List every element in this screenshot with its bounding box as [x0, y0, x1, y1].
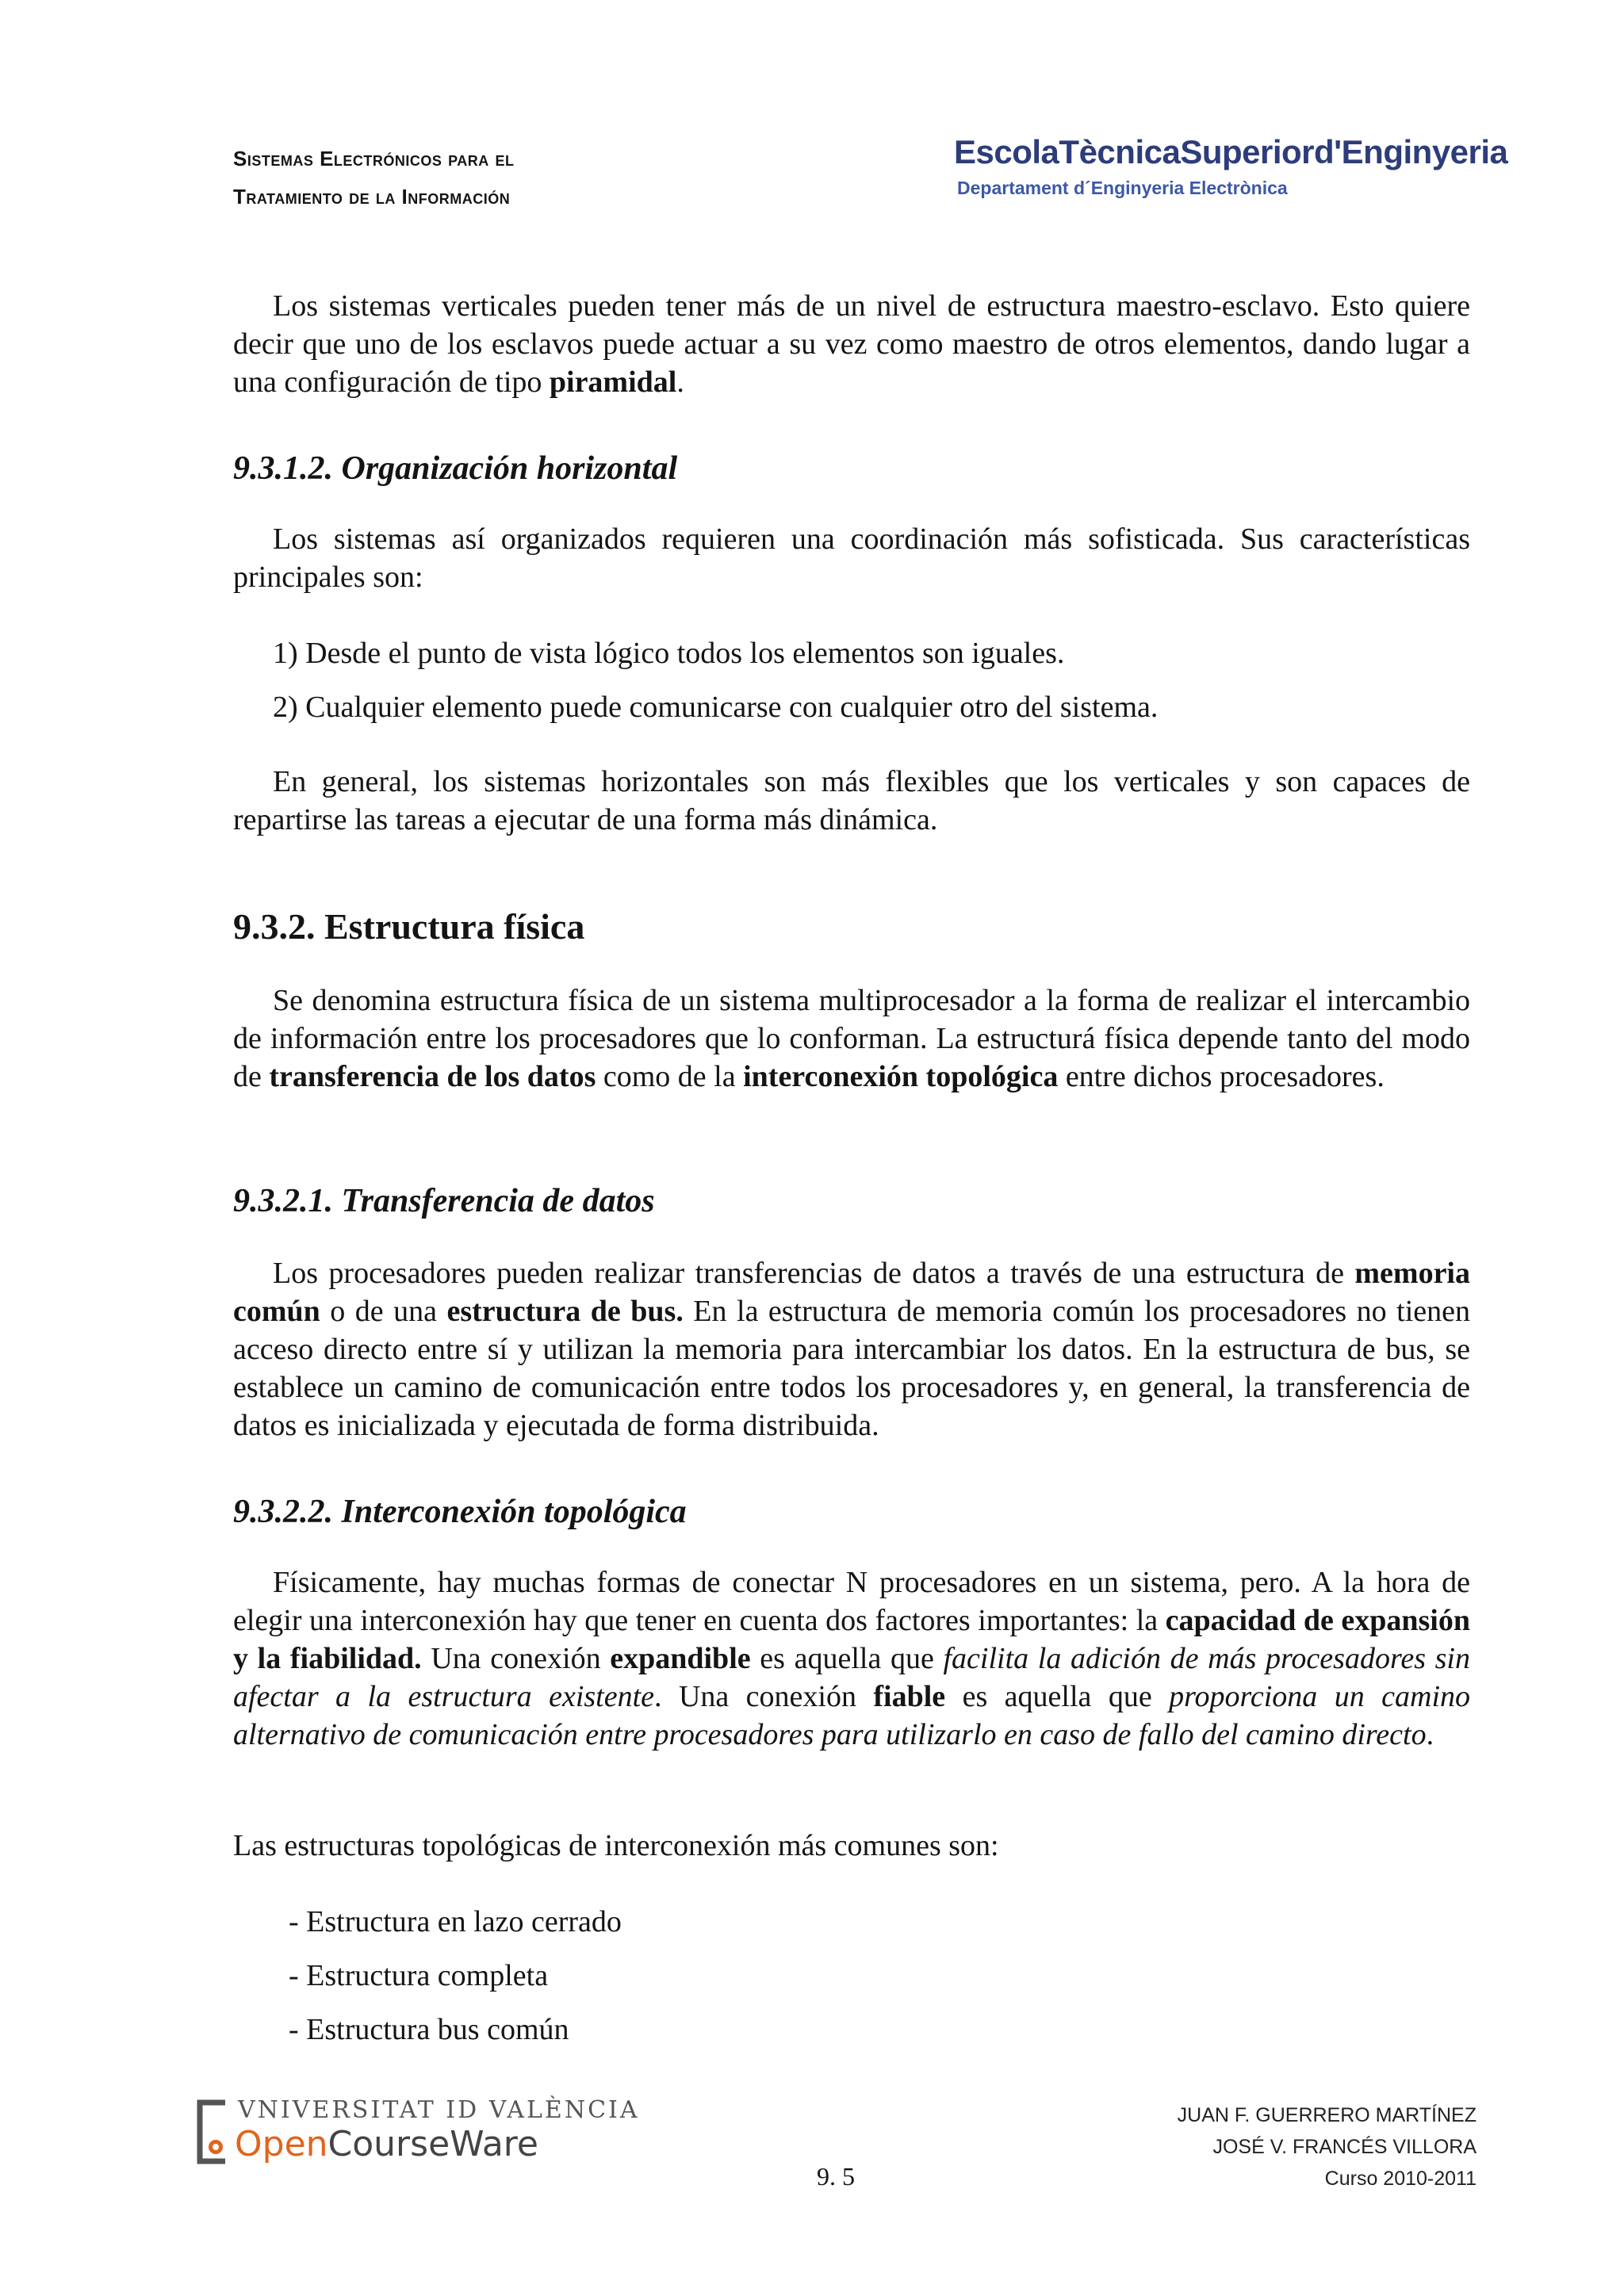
paragraph-text: es aquella que — [945, 1680, 1170, 1713]
bold-term: expandible — [610, 1642, 751, 1675]
bold-term: estructura de bus. — [446, 1295, 684, 1328]
bold-term: piramidal — [549, 365, 677, 399]
paragraph-horizontal-flexible: En general, los sistemas horizontales son más flexibles que los verticales y son capaces de repartirse las tareas a ejecutar de una forma más dinámica. — [233, 765, 1470, 836]
paragraph-text: Se denomina estructura física de un sistema multiprocesador a la forma de realizar el intercambio de información entre los procesadores que lo conforman. La estructurá física depende tanto del modo de — [233, 984, 1470, 1093]
university-name: VNIVERSITAT ID VALÈNCIA — [238, 2096, 640, 2124]
heading-9-3-2: 9.3.2. Estructura física — [233, 906, 585, 947]
list-item: - Estructura bus común — [289, 2013, 569, 2046]
heading-9-3-1-2: 9.3.1.2. Organización horizontal — [233, 450, 678, 487]
course-title-line-1: Sistemas Electrónicos para el — [233, 147, 515, 170]
italic-phrase: facilita la adición de más procesadores sin afectar a la estructura existente — [233, 1642, 1470, 1713]
bold-term: capacidad de expansión y la fiabilidad. — [233, 1604, 1470, 1675]
paragraph-text: entre dichos procesadores. — [1058, 1060, 1385, 1093]
heading-9-3-2-2: 9.3.2.2. Interconexión topológica — [233, 1494, 687, 1530]
paragraph-text: . — [676, 365, 684, 399]
school-department: Departament d´Enginyeria Electrònica — [957, 178, 1288, 198]
ocw-open: Open — [235, 2124, 328, 2164]
paragraph-physical-structure — [233, 982, 1470, 1096]
paragraph-text: Una conexión — [421, 1642, 611, 1675]
bold-term: fiable — [873, 1680, 946, 1713]
paragraph-horizontal-systems: Los sistemas así organizados requieren una coordinación más sofisticada. Sus características principales son: — [233, 522, 1470, 594]
course-year: Curso 2010-2011 — [1324, 2168, 1477, 2190]
ocw-bracket-icon — [193, 2099, 230, 2164]
paragraph-text: o de una — [320, 1295, 447, 1328]
list-item: 1) Desde el punto de vista lógico todos los elementos son iguales. — [273, 637, 1065, 670]
italic-phrase: proporciona un camino alternativo de comunicación entre procesadores para utilizarlo en caso de fallo del camino directo — [233, 1680, 1470, 1751]
bold-term: interconexión topológica — [743, 1060, 1059, 1093]
list-item: - Estructura en lazo cerrado — [289, 1905, 622, 1938]
paragraph-text: . Una conexión — [654, 1680, 874, 1713]
paragraph-data-transfer — [233, 1254, 1470, 1445]
author-2: JOSÉ V. FRANCÉS VILLORA — [1212, 2136, 1477, 2158]
university-ocw-logo — [193, 2096, 640, 2168]
paragraph-vertical-systems — [233, 287, 1470, 401]
paragraph-text: . — [1426, 1718, 1434, 1751]
paragraph-text: En la estructura de memoria común los procesadores no tienen acceso directo entre sí y utilizan la memoria para intercambiar los datos. En la estructura de bus, se establece un camino de comunicación entre todos los procesadores y, en general, la transferencia de datos es inicializada y ejecutada de forma distribuida. — [233, 1295, 1471, 1442]
ocw-courseware: CourseWare — [327, 2124, 538, 2164]
paragraph-common-structures: Las estructuras topológicas de interconexión más comunes son: — [233, 1829, 999, 1862]
school-logo — [954, 132, 1508, 201]
course-title-line-2: Tratamiento de la Información — [233, 185, 511, 209]
bold-term: transferencia de los datos — [269, 1060, 596, 1093]
bold-term: memoria común — [233, 1257, 1470, 1328]
paragraph-text: Físicamente, hay muchas formas de conectar N procesadores en un sistema, pero. A la hora de elegir una interconexión hay que tener en cuenta dos factores importantes: la — [233, 1566, 1470, 1637]
paragraph-text: es aquella que — [750, 1642, 944, 1675]
school-name: EscolaTècnicaSuperiord'Enginyeria — [954, 133, 1508, 170]
course-title — [233, 140, 788, 216]
page-number: 9. 5 — [817, 2162, 855, 2191]
list-item: 2) Cualquier elemento puede comunicarse con cualquier otro del sistema. — [273, 691, 1159, 724]
paragraph-text: como de la — [596, 1060, 744, 1093]
authors-block — [1178, 2099, 1477, 2195]
paragraph-text: Los sistemas verticales pueden tener más de un nivel de estructura maestro-esclavo. Esto quiere decir que uno de los esclavos puede actuar a su vez como maestro de otros elementos, dando lugar a una configuración de tipo — [233, 289, 1470, 399]
list-item: - Estructura completa — [289, 1959, 549, 1992]
paragraph-topological-interconnection — [233, 1563, 1470, 1754]
heading-9-3-2-1: 9.3.2.1. Transferencia de datos — [233, 1183, 655, 1219]
paragraph-text: Los procesadores pueden realizar transferencias de datos a través de una estructura de — [273, 1257, 1355, 1290]
author-1: JUAN F. GUERRERO MARTÍNEZ — [1177, 2104, 1477, 2126]
ocw-wordmark — [235, 2125, 538, 2164]
